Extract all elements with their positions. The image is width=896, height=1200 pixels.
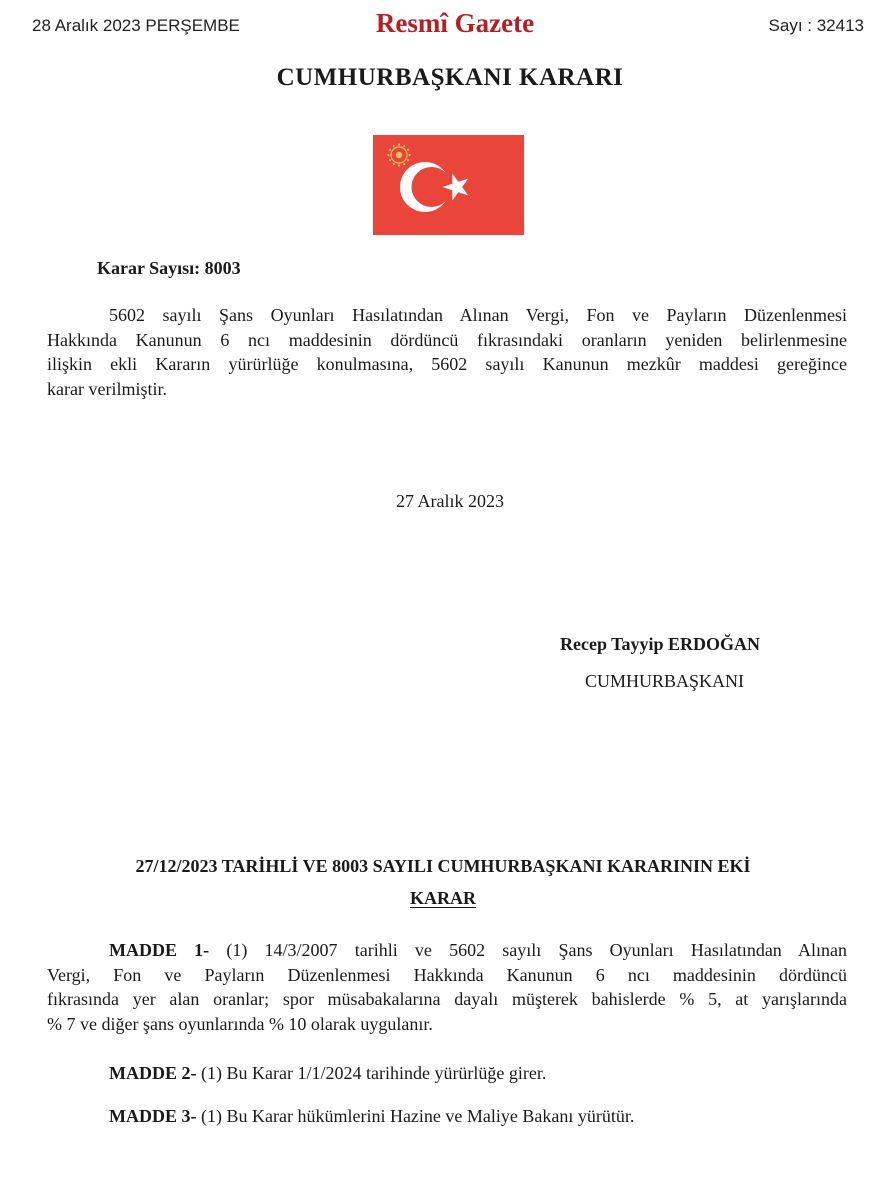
article-text: (1) Bu Karar 1/1/2024 tarihinde yürürlüğe girer.	[201, 1063, 547, 1083]
article-1-line: fıkrasında yer alan oranlar; spor müsabakalarına dayalı müşterek bahislerde % 5, at yarışlarında	[47, 989, 847, 1009]
document-title: CUMHURBAŞKANI KARARI	[276, 64, 624, 91]
intro-line: karar verilmiştir.	[47, 378, 167, 399]
intro-line: 5602 sayılı Şans Oyunları Hasılatından Alınan Vergi, Fon ve Payların Düzenlenmesi	[109, 305, 847, 325]
turkish-flag-emblem	[373, 135, 524, 235]
annex-title: 27/12/2023 TARİHLİ VE 8003 SAYILI CUMHURBAŞKANI KARARININ EKİ	[135, 856, 751, 876]
decision-date: 27 Aralık 2023	[396, 491, 504, 511]
intro-line: ilişkin ekli Kararın yürürlüğe konulmasına, 5602 sayılı Kanunun mezkûr maddesi gereğince	[47, 354, 847, 374]
article-heading: MADDE 3-	[109, 1106, 197, 1126]
article-1-line: % 7 ve diğer şans oyunlarında % 10 olarak uygulanır.	[47, 1013, 433, 1034]
article-heading: MADDE 1-	[109, 940, 210, 960]
issue-number: Sayı : 32413	[768, 16, 864, 35]
header-date: 28 Aralık 2023 PERŞEMBE	[32, 16, 240, 35]
signer-title: CUMHURBAŞKANI	[585, 671, 745, 691]
intro-paragraph	[47, 303, 847, 401]
signer-name: Recep Tayyip ERDOĞAN	[560, 634, 761, 654]
article-text: (1) Bu Karar hükümlerini Hazine ve Maliye Bakanı yürütür.	[201, 1106, 635, 1126]
article-3	[109, 1106, 634, 1127]
article-1	[47, 938, 847, 1036]
intro-line: Hakkında Kanunun 6 ncı maddesinin dördüncü fıkrasındaki oranların yeniden belirlenmesine	[47, 329, 847, 350]
annex-subtitle: KARAR	[410, 888, 476, 908]
decision-number: Karar Sayısı: 8003	[97, 258, 241, 278]
article-2	[109, 1063, 546, 1084]
article-1-line: Vergi, Fon ve Payların Düzenlenmesi Hakkında Kanunun 6 ncı maddesinin dördüncü	[47, 964, 847, 985]
article-heading: MADDE 2-	[109, 1063, 197, 1083]
article-1-line: MADDE 1- (1) 14/3/2007 tarihli ve 5602 sayılı Şans Oyunları Hasılatından Alınan	[109, 940, 847, 960]
gazette-name: Resmî Gazete	[375, 8, 535, 38]
